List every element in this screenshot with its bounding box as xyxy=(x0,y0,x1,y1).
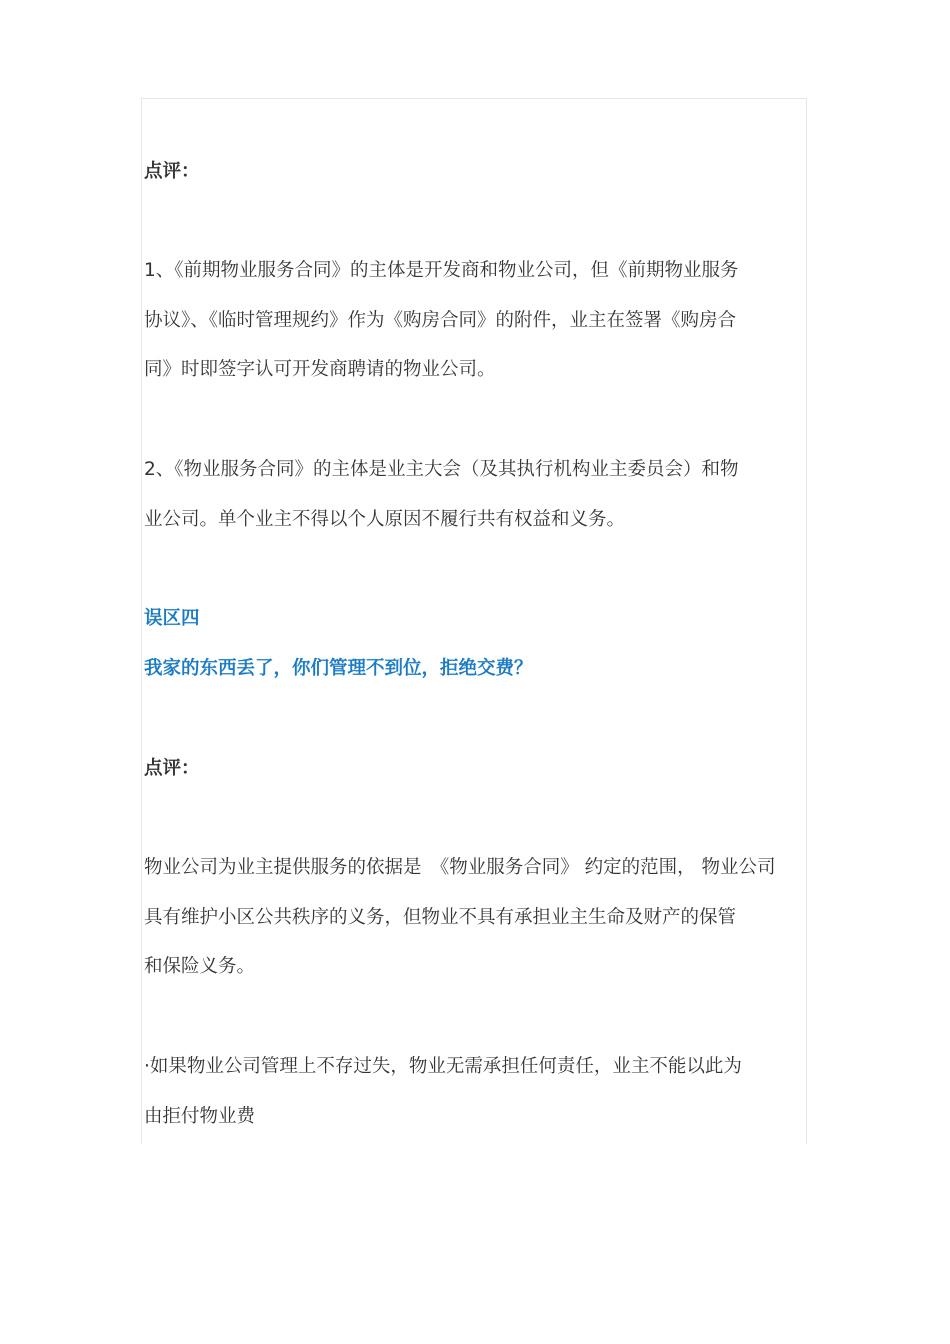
para1-line3: 同》时即签字认可开发商聘请的物业公司。 xyxy=(144,359,496,380)
comment-label-2: 点评： xyxy=(144,758,200,779)
myth4-title: 误区四 xyxy=(144,608,200,629)
para2-line2: 业公司。单个业主不得以个人原因不履行共有权益和义务。 xyxy=(144,509,626,530)
para4-line1: ·如果物业公司管理上不存过失，物业无需承担任何责任，业主不能以此为 xyxy=(144,1056,742,1077)
para3-line1: 物业公司为业主提供服务的依据是 《物业服务合同》 约定的范围， 物业公司 xyxy=(144,857,776,878)
para1-line2: 协议》、《临时管理规约》作为《购房合同》的附件，业主在签署《购房合 xyxy=(144,310,737,331)
myth4-question: 我家的东西丢了，你们管理不到位，拒绝交费？ xyxy=(144,658,533,679)
para1-line1: 1、《前期物业服务合同》的主体是开发商和物业公司，但《前期物业服务 xyxy=(144,260,739,281)
para2-line1: 2、《物业服务合同》的主体是业主大会（及其执行机构业主委员会）和物 xyxy=(144,459,739,480)
para3-line3: 和保险义务。 xyxy=(144,956,256,977)
content-frame xyxy=(141,98,807,1144)
para3-line2: 具有维护小区公共秩序的义务，但物业不具有承担业主生命及财产的保管 xyxy=(144,907,737,928)
para4-line2: 由拒付物业费 xyxy=(144,1106,256,1127)
comment-label-1: 点评： xyxy=(144,161,200,182)
